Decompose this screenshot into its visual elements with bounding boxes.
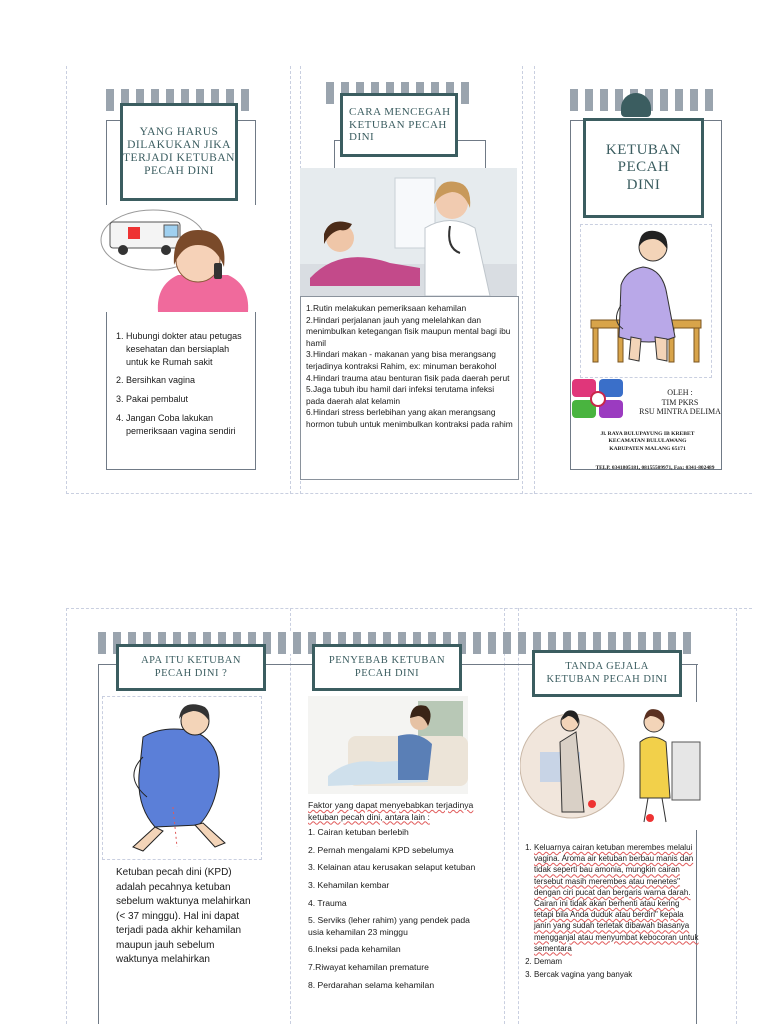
list-item: 3. Kehamilan kembar [308, 879, 390, 890]
cover-title [583, 118, 704, 218]
hospital-logo [572, 379, 624, 419]
list-item: 1.Rutin melakukan pemeriksaan kehamilan [306, 303, 467, 313]
author-block [625, 388, 735, 417]
guide-line [534, 66, 535, 494]
panel-title-text: TANDA GEJALA KETUBAN PECAH DINI [546, 661, 668, 685]
team-name: TIM PKRS [661, 397, 699, 407]
guide-line [504, 608, 505, 1024]
panel-title-text: CARA MENCEGAH KETUBAN PECAH DINI [349, 106, 451, 144]
symptoms-list [520, 842, 700, 986]
guide-line [736, 608, 737, 1024]
panel-title-text: YANG HARUS DILAKUKAN JIKA TERJADI KETUBAN PECAH DINI [123, 125, 235, 178]
list-item: 2.Hindari perjalanan jauh yang melelahkan dan menimbulkan ketegangan fisik maupun mental bagi ibu hamil [306, 314, 511, 348]
frame-line [98, 664, 99, 1024]
list-item: 3. Pakai pembalut [126, 393, 248, 406]
address-line: KABUPATEN MALANG 65171 [609, 445, 686, 452]
list-item: 7.Riwayat kehamilan premature [308, 961, 429, 972]
doctor-checkup-photo [300, 168, 517, 296]
guide-line [66, 493, 752, 494]
prevention-list [306, 303, 514, 431]
phone-call-illustration [98, 205, 262, 312]
guide-line [522, 66, 523, 494]
address-line: Jl. RAYA BULUPAYUNG IB KREBET [600, 431, 695, 437]
guide-line [518, 608, 519, 1024]
list-item: 5.Jaga tubuh ibu hamil dari infeksi terutama infeksi pada daerah alat kelamin [306, 384, 495, 406]
hospital-name: RSU MINTRA DELIMA [639, 407, 721, 417]
panel-title [312, 644, 462, 691]
guide-line [66, 608, 67, 1024]
panel-title [340, 93, 458, 157]
list-item: 6.Ineksi pada kehamilan [308, 944, 401, 955]
definition-text: Ketuban pecah dini (KPD) adalah pecahnya ketuban sebelum waktunya melahirkan (< 37 minggu). Hal ini dapat terjadi pada akhir kehamilan maupun jauh sebelum waktunya melahirkan [116, 867, 251, 965]
ordered-list [520, 842, 700, 980]
guide-line [66, 66, 67, 494]
guide-line [290, 66, 291, 494]
ornament-icon [621, 93, 651, 117]
list-item: 5. Serviks (leher rahim) yang pendek pada usia kehamilan 23 minggu [308, 915, 470, 937]
pregnant-woman-sofa-photo [308, 696, 468, 794]
pregnant-woman-illustration [102, 696, 262, 860]
list-item: 2. Pernah mengalami KPD sebelumya [308, 844, 454, 855]
panel-title [532, 650, 682, 697]
cover-title-text: KETUBAN PECAH DINI [605, 142, 682, 193]
list-item: 1. Cairan ketuban berlebih [308, 827, 409, 838]
list-item: 4. Jangan Coba lakukan pemeriksaan vagina sendiri [126, 412, 248, 438]
list-item: 1. Keluarnya cairan ketuban merembes melalui vagina. Aroma air ketuban berbau manis dan tidak seperti bau amonia, mungkin cairan tersebut masih merembes atau menetes" dengan ciri pucat dan bergaris warna darah. Cairan ini tidak akan berhenti atau kering tetapi bila Anda duduk atau berdiri" kepala janin yang sudah terletak dibawah biasanya mengganjal atau menyumbat kebocoran untuk sementara [534, 842, 700, 954]
address-block [575, 431, 720, 453]
panel-title [120, 103, 238, 201]
list-item: 4.Hindari trauma atau benturan fisik pada daerah perut [306, 372, 510, 383]
panel-title [116, 644, 266, 691]
list-item: 2. Bersihkan vagina [126, 374, 248, 387]
phone-line: TELP. 0341805181, 08155509971, Fax: 0341-802489 [595, 465, 715, 471]
list-item: 3. Bercak vagina yang banyak [534, 969, 700, 980]
list-item: 8. Perdarahan selama kehamilan [308, 979, 435, 990]
oleh-label: OLEH : [667, 388, 693, 397]
causes-intro: Faktor yang dapat menyebabkan terjadinya ketuban pecah dini, antara lain : [308, 800, 474, 822]
list-item: 1. Hubungi dokter atau petugas kesehatan dan bersiaplah untuk ke Rumah sakit [126, 330, 248, 368]
list-item: 6.Hindari stress berlebihan yang akan merangsang hormon tubuh untuk menimbulkan kontraksi pada rahim [306, 407, 513, 429]
causes-block [308, 800, 486, 991]
panel-title-text: APA ITU KETUBAN PECAH DINI ? [141, 655, 241, 679]
ordered-list [112, 330, 248, 437]
list-item: 2. Demam [534, 956, 700, 967]
pregnant-woman-chair-illustration [580, 224, 712, 378]
panel-title-text: PENYEBAB KETUBAN PECAH DINI [328, 655, 446, 679]
address-line: KECAMATAN BULULAWANG [608, 438, 687, 445]
list-item: 4. Trauma [308, 897, 347, 908]
guide-line [290, 608, 291, 1024]
symptoms-illustration [520, 702, 710, 830]
what-to-do-list [112, 330, 248, 443]
guide-line [66, 608, 752, 609]
list-item: 3.Hindari makan - makanan yang bisa merangsang terjadinya kontraksi Rahim, ex: minuman berakohol [306, 349, 497, 371]
list-item: 3. Kelainan atau kerusakan selaput ketuban [308, 862, 476, 873]
